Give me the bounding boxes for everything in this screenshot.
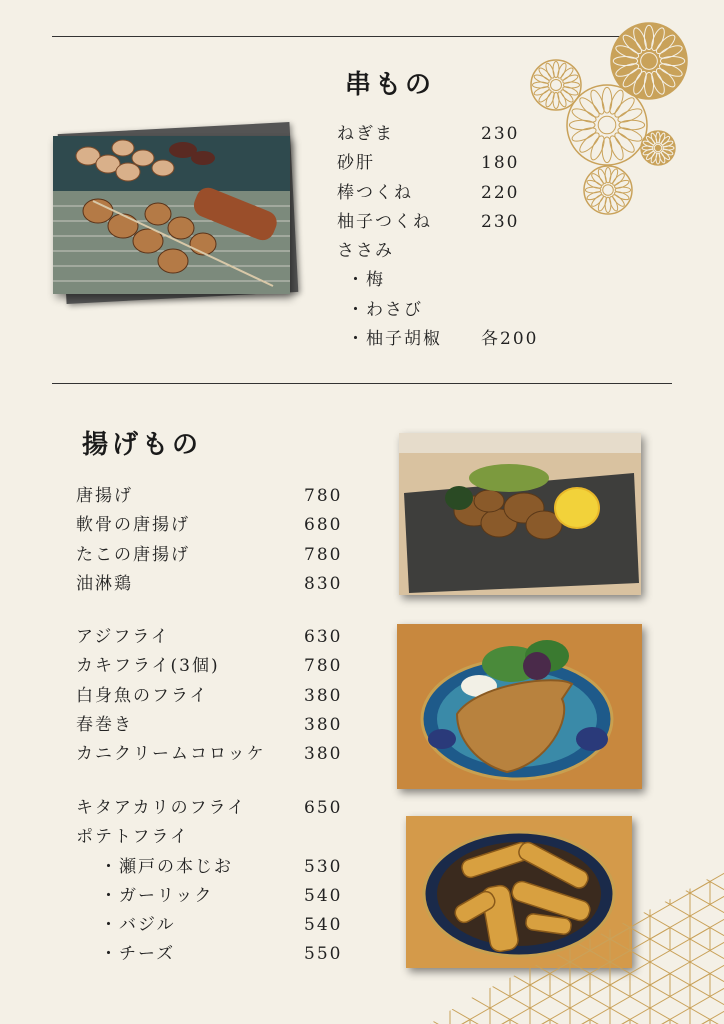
menu-item-name: 柚子つくね [337,211,432,232]
menu-item-name: ・わさび [347,299,423,320]
menu-item-price: 220 [481,182,520,203]
menu-item [337,149,567,178]
menu-item [76,511,356,540]
chrysanthemum-flower [567,85,647,165]
menu-item [337,120,567,149]
menu-item-name: 唐揚げ [76,486,133,506]
menu-item [76,541,356,570]
menu-item-name: アジフライ [76,627,170,647]
menu-item-name: ・梅 [347,270,385,291]
menu-item-price: 680 [304,515,343,536]
age-menu-group-3 [76,794,356,970]
menu-item [76,823,356,852]
menu-item [337,325,567,354]
menu-item-name: ・チーズ [100,944,176,965]
menu-item-price: 780 [304,544,343,565]
menu-item [76,570,356,599]
menu-item-name: カニクリームコロッケ [76,744,266,765]
age-menu-group-2 [76,623,356,769]
menu-item [76,711,356,740]
menu-item-price: 780 [304,656,343,677]
karaage-photo [399,433,641,595]
menu-item [76,682,356,711]
menu-item-price: 380 [304,685,343,706]
menu-item [337,296,567,325]
menu-item-name: ・柚子胡椒 [347,329,442,350]
menu-item-name: ねぎま [337,124,394,144]
middle-divider [52,383,672,384]
menu-item-name: 白身魚のフライ [76,685,209,706]
menu-item-name: ・瀬戸の本じお [100,856,233,877]
menu-item-name: 軟骨の唐揚げ [76,515,190,536]
menu-item [76,911,356,940]
menu-item [76,794,356,823]
menu-item-price: 650 [304,798,343,818]
menu-item-price: 630 [304,627,343,647]
menu-item-name: 砂肝 [337,153,375,174]
menu-item [76,482,356,511]
menu-item-name: キタアカリのフライ [76,798,247,818]
section-title-kushi: 串もの [345,70,436,100]
yakitori-photo [53,136,290,294]
menu-item-price: 380 [304,714,343,735]
menu-item-name: ささみ [337,241,394,262]
menu-item [76,940,356,969]
menu-item [337,208,567,237]
menu-item-name: 春巻き [76,714,133,735]
asanoha-pattern-icon [430,870,724,1024]
menu-item [76,623,356,652]
menu-item [337,179,567,208]
menu-item [76,652,356,681]
menu-item-name: 油淋鶏 [76,573,133,594]
section-title-age: 揚げもの [82,430,203,460]
menu-item-price: 各200 [481,329,539,350]
kushi-menu-list [337,120,567,354]
chrysanthemum-flower [584,166,632,214]
chrysanthemum-flower [641,131,675,165]
menu-item [76,853,356,882]
menu-item-price: 830 [304,573,343,594]
menu-item-price: 230 [481,124,520,144]
menu-item-name: ポテトフライ [76,827,189,848]
age-menu-group-1 [76,482,356,599]
menu-item [76,740,356,769]
menu-item-price: 230 [481,211,520,232]
menu-item-price: 550 [304,944,343,965]
menu-item-price: 540 [304,915,343,936]
menu-item [337,266,567,295]
menu-item-price: 380 [304,744,343,765]
menu-item-price: 540 [304,885,343,906]
menu-item-price: 780 [304,486,343,506]
menu-item-price: 180 [481,153,520,174]
menu-item-name: ・バジル [100,915,176,936]
menu-item-price: 530 [304,856,343,877]
menu-item-name: たこの唐揚げ [76,544,190,565]
menu-item [337,237,567,266]
menu-item [76,882,356,911]
menu-item-name: 棒つくね [337,182,413,203]
menu-item-name: ・ガーリック [100,885,214,906]
ajifry-photo [397,624,642,789]
menu-item-name: カキフライ(3個) [76,656,220,677]
